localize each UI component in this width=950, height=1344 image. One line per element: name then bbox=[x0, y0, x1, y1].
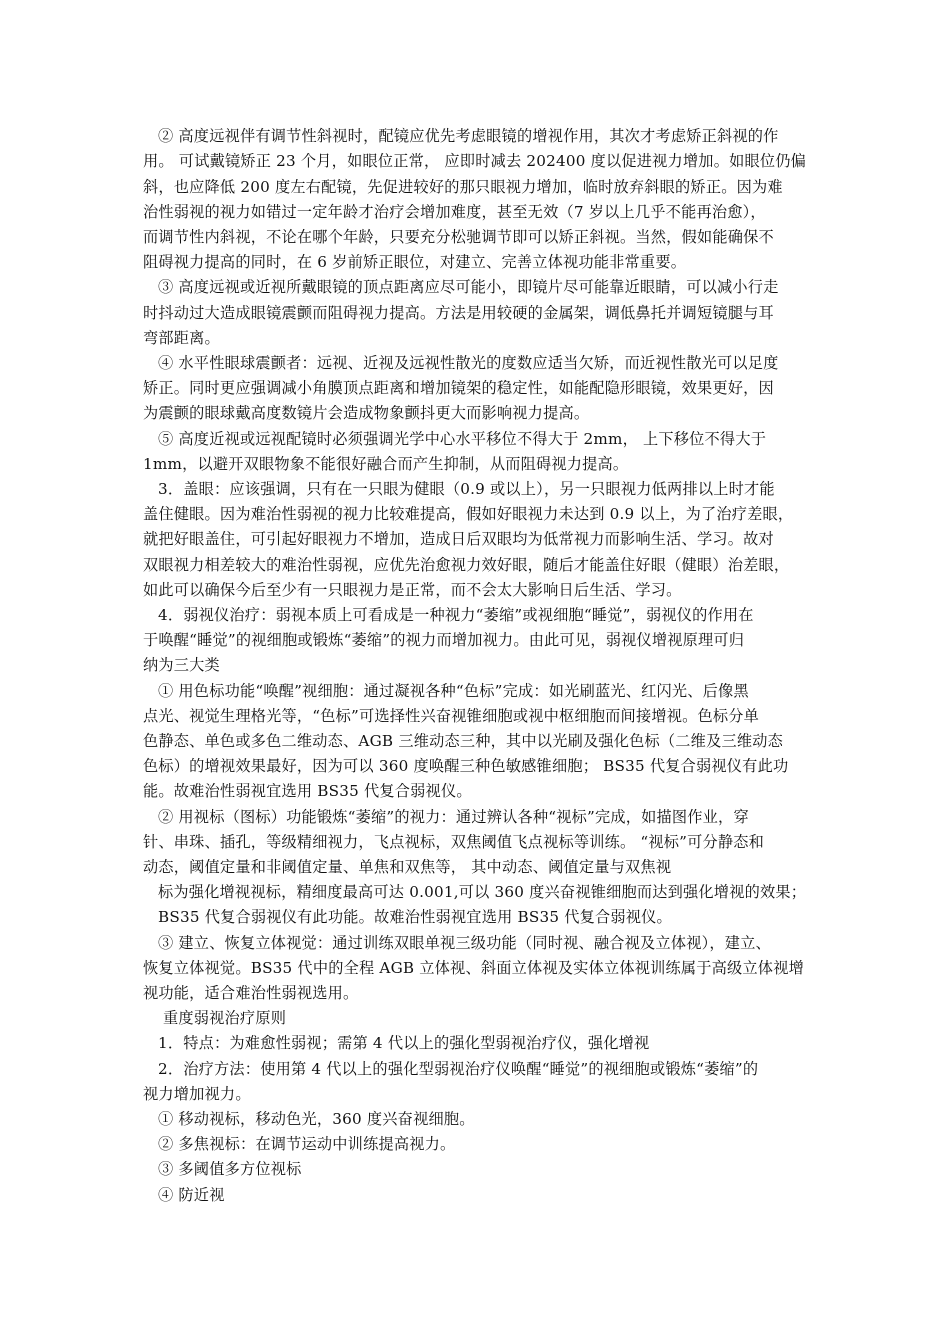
paragraph-line: 时抖动过大造成眼镜震颤而阻碍视力提高。方法是用较硬的金属架，调低鼻托并调短镜腿与耳 bbox=[143, 304, 774, 322]
paragraph-line: 2．治疗方法：使用第 4 代以上的强化型弱视治疗仪唤醒“睡觉”的视细胞或锻炼“萎缩”的 bbox=[158, 1060, 759, 1078]
paragraph-line: 而调节性内斜视，不论在哪个年龄，只要充分松驰调节即可以矫正斜视。当然，假如能确保不 bbox=[143, 228, 774, 246]
paragraph-line: 盖住健眼。因为难治性弱视的视力比较难提高，假如好眼视力未达到 0.9 以上，为了治疗差眼， bbox=[143, 505, 794, 523]
paragraph-line: ① 用色标功能“唤醒”视细胞：通过凝视各种“色标”完成：如光刷蓝光、红闪光、后像黑 bbox=[158, 682, 749, 700]
paragraph-line: 弯部距离。 bbox=[143, 329, 220, 347]
paragraph-line: 4．弱视仪治疗：弱视本质上可看成是一种视力“萎缩”或视细胞“睡觉”，弱视仪的作用在 bbox=[158, 606, 754, 624]
paragraph-line: 标为强化增视视标，精细度最高可达 0.001,可以 360 度兴奋视锥细胞而达到强化增视的效果； bbox=[158, 883, 807, 901]
paragraph-line: 矫正。同时更应强调减小角膜顶点距离和增加镜架的稳定性，如能配隐形眼镜，效果更好，因 bbox=[143, 379, 774, 397]
paragraph-line: ③ 高度远视或近视所戴眼镜的顶点距离应尽可能小，即镜片尽可能靠近眼睛，可以减小行走 bbox=[158, 278, 779, 296]
paragraph-line: 纳为三大类 bbox=[143, 656, 220, 674]
paragraph-line: ④ 水平性眼球震颤者：远视、近视及远视性散光的度数应适当欠矫，而近视性散光可以足度 bbox=[158, 354, 779, 372]
paragraph-line: 如此可以确保今后至少有一只眼视力是正常，而不会太大影响日后生活、学习。 bbox=[143, 581, 682, 599]
paragraph-line: ② 高度远视伴有调节性斜视时，配镜应优先考虑眼镜的增视作用，其次才考虑矫正斜视的作 bbox=[158, 127, 779, 145]
paragraph-line: 1．特点：为难愈性弱视；需第 4 代以上的强化型弱视治疗仪，强化增视 bbox=[158, 1034, 650, 1052]
paragraph-line: 3．盖眼：应该强调，只有在一只眼为健眼（0.9 或以上），另一只眼视力低两排以上时才能 bbox=[158, 480, 775, 498]
paragraph-line: 就把好眼盖住，可引起好眼视力不增加，造成日后双眼均为低常视力而影响生活、学习。故对 bbox=[143, 530, 774, 548]
paragraph-line: 视功能，适合难治性弱视选用。 bbox=[143, 984, 359, 1002]
paragraph-line: 双眼视力相差较大的难治性弱视，应优先治愈视力效好眼，随后才能盖住好眼（健眼）治差眼， bbox=[143, 556, 790, 574]
paragraph-line: ③ 建立、恢复立体视觉：通过训练双眼单视三级功能（同时视、融合视及立体视），建立、 bbox=[158, 934, 771, 952]
paragraph-line: 恢复立体视觉。BS35 代中的全程 AGB 立体视、斜面立体视及实体立体视训练属于高级立体视增 bbox=[143, 959, 804, 977]
paragraph-line: BS35 代复合弱视仪有此功能。故难治性弱视宜选用 BS35 代复合弱视仪。 bbox=[158, 908, 672, 926]
paragraph-line: 针、串珠、插孔，等级精细视力，飞点视标，双焦阈值飞点视标等训练。 “视标”可分静态和 bbox=[143, 833, 765, 851]
paragraph-line: 动态，阈值定量和非阈值定量、单焦和双焦等， 其中动态、阈值定量与双焦视 bbox=[143, 858, 672, 876]
list-item: ① 移动视标，移动色光，360 度兴奋视细胞。 bbox=[158, 1110, 475, 1128]
paragraph-line: 视力增加视力。 bbox=[143, 1085, 251, 1103]
paragraph-line: 色静态、单色或多色二维动态、AGB 三维动态三种，其中以光刷及强化色标（二维及三维动态 bbox=[143, 732, 784, 750]
paragraph-line: 斜，也应降低 200 度左右配镜，先促进较好的那只眼视力增加，临时放弃斜眼的矫正。因为难 bbox=[143, 178, 783, 196]
section-heading: 重度弱视治疗原则 bbox=[163, 1009, 287, 1027]
list-item: ④ 防近视 bbox=[158, 1186, 225, 1204]
paragraph-line: 点光、视觉生理格光等，“色标”可选择性兴奋视锥细胞或视中枢细胞而间接增视。色标分单 bbox=[143, 707, 760, 725]
paragraph-line: 治性弱视的视力如错过一定年龄才治疗会增加难度，甚至无效（7 岁以上几乎不能再治愈）， bbox=[143, 203, 766, 221]
paragraph-line: 1mm，以避开双眼物象不能很好融合而产生抑制，从而阻碍视力提高。 bbox=[143, 455, 629, 473]
paragraph-line: ② 用视标（图标）功能锻炼“萎缩”的视力：通过辨认各种“视标”完成，如描图作业，穿 bbox=[158, 808, 749, 826]
paragraph-line: 能。故难治性弱视宜选用 BS35 代复合弱视仪。 bbox=[143, 782, 472, 800]
paragraph-line: ⑤ 高度近视或远视配镜时必须强调光学中心水平移位不得大于 2mm， 上下移位不得大于 bbox=[158, 430, 767, 448]
paragraph-line: 阻碍视力提高的同时，在 6 岁前矫正眼位，对建立、完善立体视功能非常重要。 bbox=[143, 253, 687, 271]
paragraph-line: 为震颤的眼球戴高度数镜片会造成物象颤抖更大而影响视力提高。 bbox=[143, 404, 590, 422]
paragraph-line: 色标）的增视效果最好，因为可以 360 度唤醒三种色敏感锥细胞； BS35 代复合弱视仪有此功 bbox=[143, 757, 789, 775]
paragraph-line: 用。 可试戴镜矫正 23 个月，如眼位正常， 应即时减去 202400 度以促进视力增加。如眼位仍偏 bbox=[143, 152, 807, 170]
list-item: ③ 多阈值多方位视标 bbox=[158, 1160, 302, 1178]
list-item: ② 多焦视标：在调节运动中训练提高视力。 bbox=[158, 1135, 456, 1153]
paragraph-line: 于唤醒“睡觉”的视细胞或锻炼“萎缩”的视力而增加视力。由此可见，弱视仪增视原理可归 bbox=[143, 631, 745, 649]
